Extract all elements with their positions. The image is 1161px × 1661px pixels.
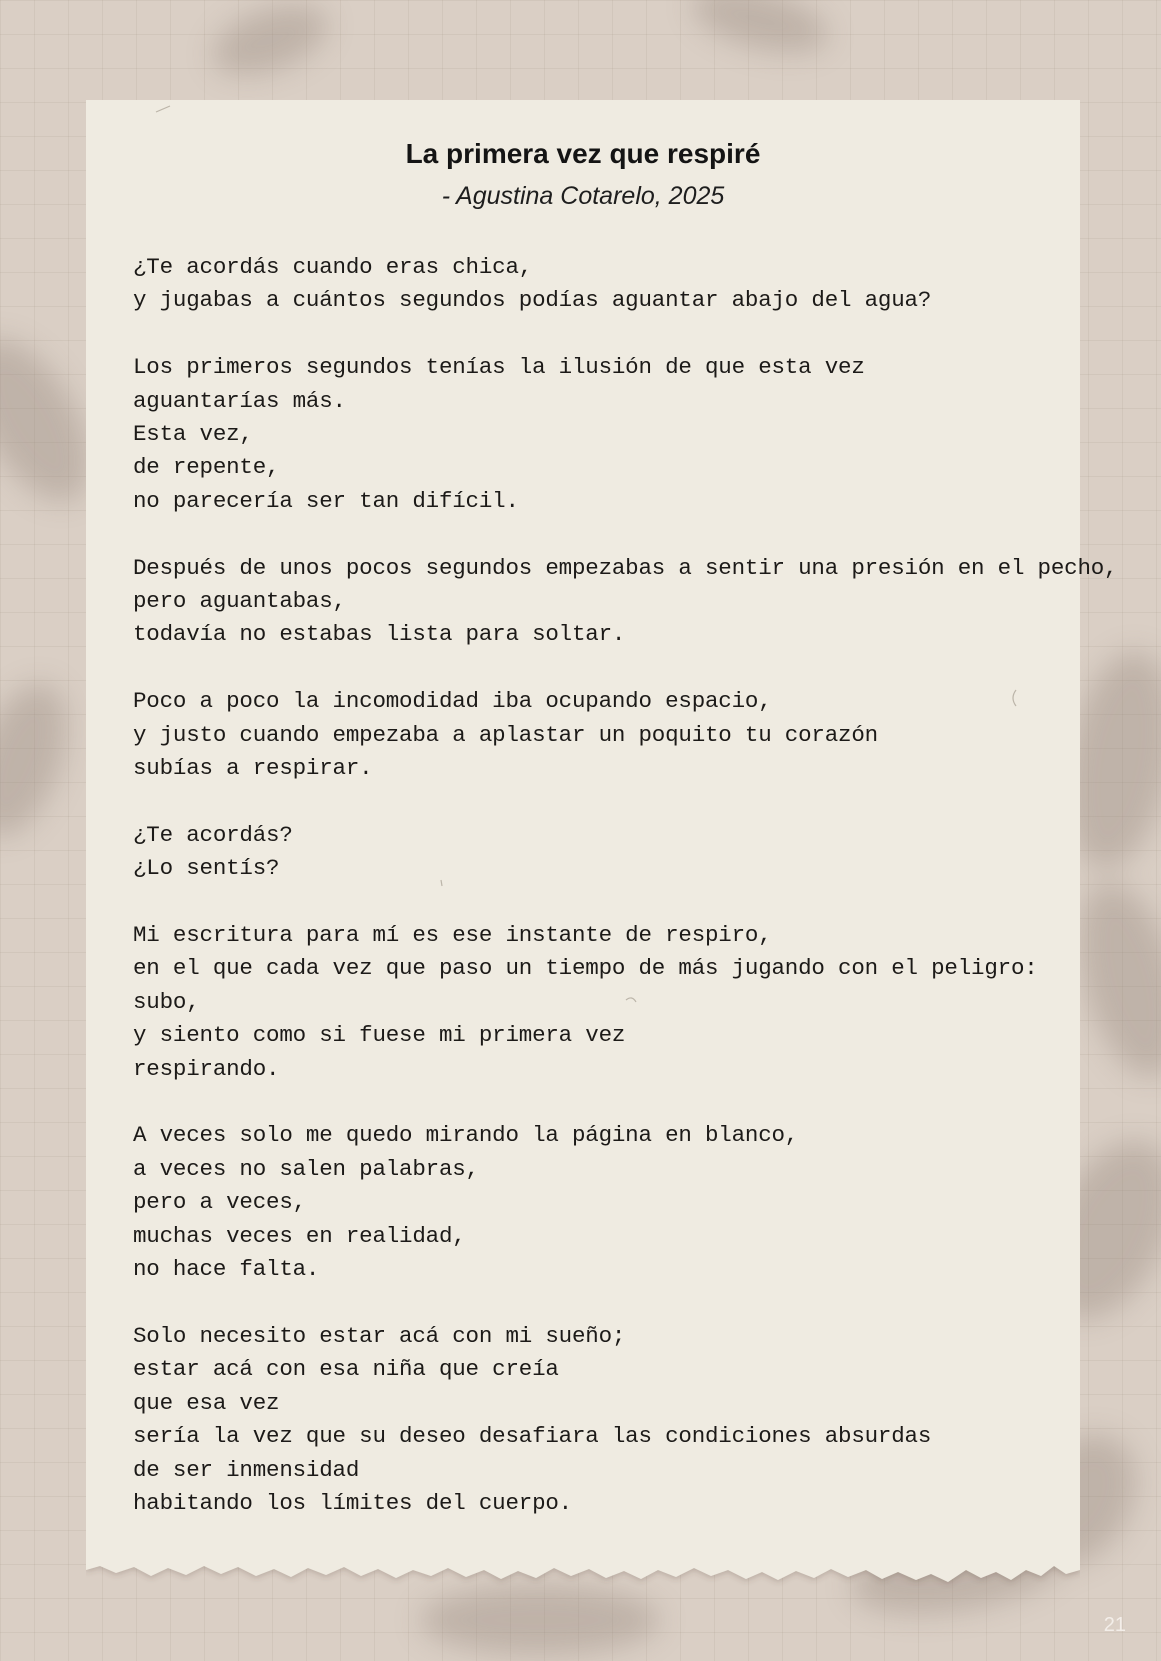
poem-line: no hace falta. <box>133 1256 320 1283</box>
poem-line: no parecería ser tan difícil. <box>133 487 519 514</box>
poem-line: Mi escritura para mí es ese instante de respiro, <box>133 922 772 949</box>
poem-line: a veces no salen palabras, <box>133 1155 479 1182</box>
page-number: 21 <box>1103 1614 1126 1636</box>
poem-line: estar acá con esa niña que creía <box>133 1356 559 1383</box>
poem-body <box>133 251 1118 1554</box>
poem-stanza <box>133 552 1118 652</box>
poem-line: ¿Lo sentís? <box>133 855 280 882</box>
poem-line: pero aguantabas, <box>133 588 346 615</box>
poem-line: de ser inmensidad <box>133 1456 360 1483</box>
poem-line: y jugabas a cuántos segundos podías aguantar abajo del agua? <box>133 287 932 314</box>
poem-line: Solo necesito estar acá con mi sueño; <box>133 1322 626 1349</box>
poem-line: respirando. <box>133 1055 280 1082</box>
poem-line: subías a respirar. <box>133 755 373 782</box>
poem-line: A veces solo me quedo mirando la página en blanco, <box>133 1122 799 1149</box>
poem-stanza <box>133 1119 1053 1286</box>
poem-line: ¿Te acordás? <box>133 821 293 848</box>
poem-line: habitando los límites del cuerpo. <box>133 1489 572 1516</box>
poem-stanza <box>133 251 1053 318</box>
poem-title: La primera vez que respiré <box>405 138 761 169</box>
poem-line: muchas veces en realidad, <box>133 1222 466 1249</box>
paper-sheet <box>86 100 1118 1600</box>
poem-line: y siento como si fuese mi primera vez <box>133 1022 626 1049</box>
poem-line: que esa vez <box>133 1389 280 1416</box>
poem-line: Los primeros segundos tenías la ilusión de que esta vez <box>133 354 865 381</box>
poem-line: de repente, <box>133 454 280 481</box>
poem-line: y justo cuando empezaba a aplastar un poquito tu corazón <box>133 721 878 748</box>
poem-stanza <box>133 819 1053 886</box>
poem-line: Poco a poco la incomodidad iba ocupando espacio, <box>133 688 772 715</box>
poem-line: todavía no estabas lista para soltar. <box>133 621 626 648</box>
poem-line: sería la vez que su deseo desafiara las condiciones absurdas <box>133 1423 932 1450</box>
poem-line: Esta vez, <box>133 421 253 448</box>
poem-line: Después de unos pocos segundos empezabas a sentir una presión en el pecho, <box>133 554 1118 581</box>
poem-line: ¿Te acordás cuando eras chica, <box>133 254 533 280</box>
poem-stanza <box>133 919 1053 1086</box>
poem-line: subo, <box>133 988 200 1015</box>
poem-line: aguantarías más. <box>133 387 346 414</box>
poem-line: pero a veces, <box>133 1189 306 1216</box>
poem-author: - Agustina Cotarelo, 2025 <box>441 182 725 210</box>
poem-stanza <box>133 685 1053 785</box>
poem-stanza <box>133 1320 1053 1520</box>
poem-line: en el que cada vez que paso un tiempo de más jugando con el peligro: <box>133 955 1038 982</box>
poem-stanza <box>133 351 1053 518</box>
